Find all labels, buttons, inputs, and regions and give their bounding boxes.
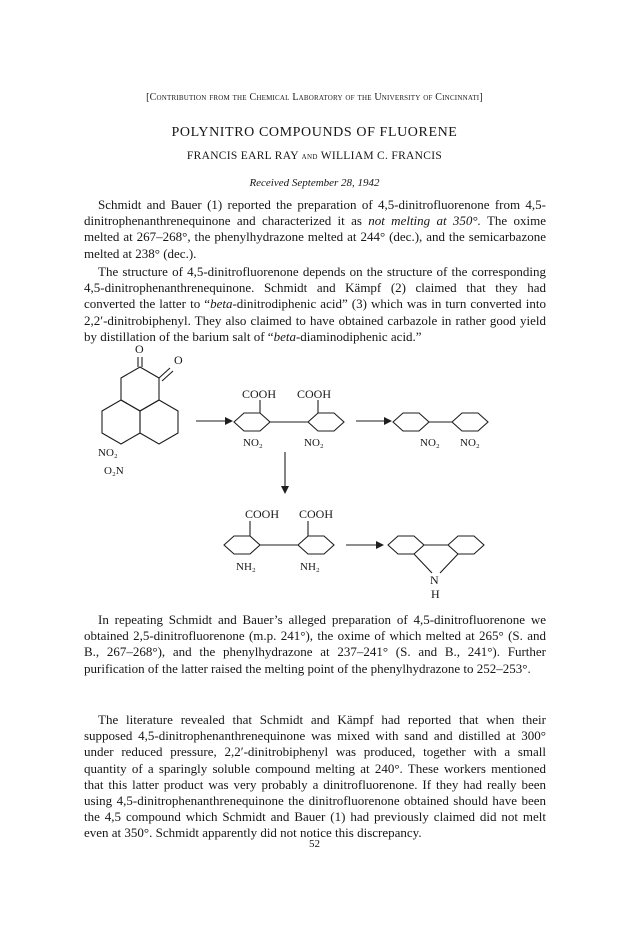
paragraph-3-text: In repeating Schmidt and Bauer’s alleged preparation of 4,5-dinitrofluorenone we obtained 2,5-dinitrofluorenone (m.p. 241°), the oxime of which melted at 265° (S. and B., 267–268°), and the phenylhydrazone at 237–241° (S. and B., 241°). Further purification of the latter raised the melting point of the phenylhydrazone to 252–253°.	[84, 612, 546, 676]
diamino-amine-2: NH₂	[300, 561, 320, 573]
received-date: Received September 28, 1942	[249, 177, 380, 189]
biphenyl-ring-left	[393, 413, 429, 431]
biphenyl-nitro-1: NO₂	[420, 437, 440, 449]
diphenic-carboxyl-1: COOH	[242, 387, 277, 401]
quinone-nitro-2: O₂N	[104, 465, 124, 477]
paragraph-4	[84, 712, 546, 842]
paragraph-2-emphasis-2: beta	[273, 328, 296, 344]
paragraph-1-text-b: The oxime melted at 267–268°, the phenylhydrazone melted at 244° (dec.), and the semicarbazone melted at 238° (dec.).	[84, 213, 546, 261]
article-title: POLYNITRO COMPOUNDS OF FLUORENE	[171, 125, 458, 140]
paragraph-2-text-b: -dinitrodiphenic acid” (3) which was in turn converted into 2,2′-dinitrobiphenyl. They also claimed to have obtained carbazole in rather good yield by distillation of the barium salt of “	[84, 296, 546, 344]
contribution-header: [Contribution from the Chemical Laboratory of the University of Cincinnati]	[146, 92, 483, 103]
author-1: FRANCIS EARL RAY	[186, 150, 299, 162]
quinone-left-ring	[102, 400, 140, 444]
biphenyl-nitro-2: NO₂	[460, 437, 480, 449]
quinone-oxygen-top: O	[135, 342, 144, 356]
biphenyl-ring-right	[452, 413, 488, 431]
carbazole-nitrogen: N	[430, 573, 439, 587]
paragraph-2-emphasis-1: beta	[210, 296, 233, 312]
quinone-oxygen-right: O	[174, 353, 183, 367]
carbazole-ring-right	[448, 536, 484, 554]
paragraph-1-emphasis: not melting at 350°.	[368, 213, 481, 229]
diphenic-nitro-1: NO₂	[243, 437, 263, 449]
paragraph-3	[84, 612, 546, 677]
carbazole-hydrogen: H	[431, 587, 440, 601]
author-2: WILLIAM C. FRANCIS	[320, 150, 443, 162]
diamino-carboxyl-2: COOH	[299, 507, 334, 521]
paragraph-1-text-a: Schmidt and Bauer (1) reported the preparation of 4,5-dinitrofluorenone from 4,5-dinitrophenanthrenequinone and characterized it as	[84, 197, 546, 229]
diamino-carboxyl-1: COOH	[245, 507, 280, 521]
page-number: 52	[309, 838, 320, 850]
quinone-right-ring	[140, 400, 178, 444]
author-conjunction: and	[301, 152, 318, 162]
carbazole-ring-left	[388, 536, 424, 554]
paragraph-2-text-c: -diaminodiphenic acid.”	[295, 328, 422, 344]
diphenic-carboxyl-2: COOH	[297, 387, 332, 401]
paragraph-4-text: The literature revealed that Schmidt and Kämpf had reported that when their supposed 4,5-dinitrophenanthrenequinone was mixed with sand and distilled at 300° under reduced pressure, 2,2′-dinitrobiphenyl was produced, together with a small quantity of a sparingly soluble compound melting at 240°. These workers mentioned that this latter product was very probably a dinitrofluorenone. If they had really been using 4,5-dinitrophenanthrenequinone the dinitrofluorenone obtained should have been the 4,5 compound which Schmidt and Bauer (1) had previously claimed did not melt even at 350°. Schmidt apparently did not notice this discrepancy.	[84, 712, 546, 841]
diamino-ring-left	[224, 536, 260, 554]
diphenic-nitro-2: NO₂	[304, 437, 324, 449]
diphenic-acid-ring-left	[234, 413, 270, 431]
quinone-nitro-1: NO₂	[98, 447, 118, 459]
quinone-top-ring	[121, 367, 159, 411]
diphenic-acid-ring-right	[308, 413, 344, 431]
diamino-ring-right	[298, 536, 334, 554]
diamino-amine-1: NH₂	[236, 561, 256, 573]
paragraph-2-text-a: The structure of 4,5-dinitrofluorenone depends on the structure of the corresponding 4,5-dinitrophenanthrenequinone. Schmidt and Kämpf (2) claimed that they had converted the latter to “	[84, 264, 546, 312]
